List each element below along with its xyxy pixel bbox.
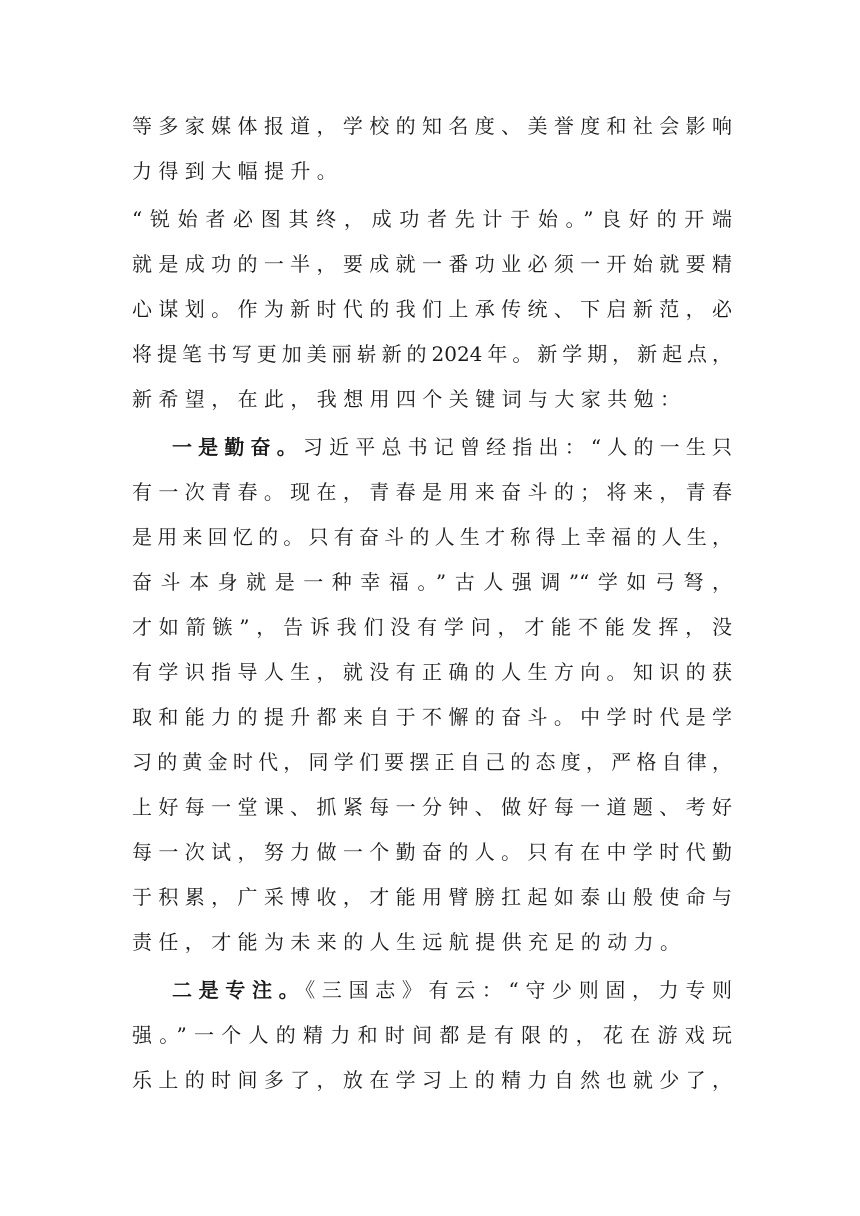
- paragraph-line: 取和能力的提升都来自于不懈的奋斗。中学时代是学: [132, 705, 732, 729]
- paragraph-line-text: 《三国志》有云：“守少则固，力专则: [305, 978, 732, 1002]
- paragraph-line: 是用来回忆的。只有奋斗的人生才称得上幸福的人生，: [132, 525, 732, 549]
- body-text: [132, 104, 732, 1103]
- paragraph-line: 心谋划。作为新时代的我们上承传统、下启新范，必: [132, 297, 732, 321]
- paragraph-line: 新希望，在此，我想用四个关键词与大家共勉：: [132, 387, 687, 411]
- paragraph-line: 将提笔书写更加美丽崭新的2024年。新学期，新起点，: [132, 342, 732, 366]
- paragraph-line: 习的黄金时代，同学们要摆正自己的态度，严格自律，: [132, 750, 732, 774]
- paragraph-line: 于积累，广采博收，才能用臂膀扛起如泰山般使命与: [132, 885, 732, 909]
- paragraph-line: 等多家媒体报道，学校的知名度、美誉度和社会影响: [132, 114, 732, 138]
- paragraph-line: 有学识指导人生，就没有正确的人生方向。知识的获: [132, 660, 732, 684]
- paragraph-line: 就是成功的一半，要成就一番功业必须一开始就要精: [132, 252, 732, 276]
- section-heading: 一是勤奋。: [172, 435, 303, 459]
- paragraph-line: 奋斗本身就是一种幸福。”古人强调”“学如弓弩，: [132, 570, 732, 594]
- paragraph-line: 才如箭镞”，告诉我们没有学问，才能不能发挥，没: [132, 615, 732, 639]
- paragraph-line: 上好每一堂课、抓紧每一分钟、做好每一道题、考好: [132, 795, 732, 819]
- paragraph-first-line: [132, 425, 732, 470]
- paragraph-line: 每一次试，努力做一个勤奋的人。只有在中学时代勤: [132, 840, 732, 864]
- paragraph-line: 强。”一个人的精力和时间都是有限的，花在游戏玩: [132, 1023, 732, 1047]
- paragraph-line: “锐始者必图其终，成功者先计于始。”良好的开端: [132, 207, 732, 231]
- paragraph-first-line: [132, 968, 732, 1013]
- section-heading: 二是专注。: [172, 978, 306, 1002]
- paragraph-line: 责任，才能为未来的人生远航提供充足的动力。: [132, 930, 687, 954]
- paragraph-line: 力得到大幅提升。: [132, 159, 344, 183]
- paragraph-line: 有一次青春。现在，青春是用来奋斗的；将来，青春: [132, 480, 732, 504]
- paragraph-line: 乐上的时间多了，放在学习上的精力自然也就少了，: [132, 1068, 732, 1092]
- paragraph-line-text: 习近平总书记曾经指出：“人的一生只: [302, 435, 732, 459]
